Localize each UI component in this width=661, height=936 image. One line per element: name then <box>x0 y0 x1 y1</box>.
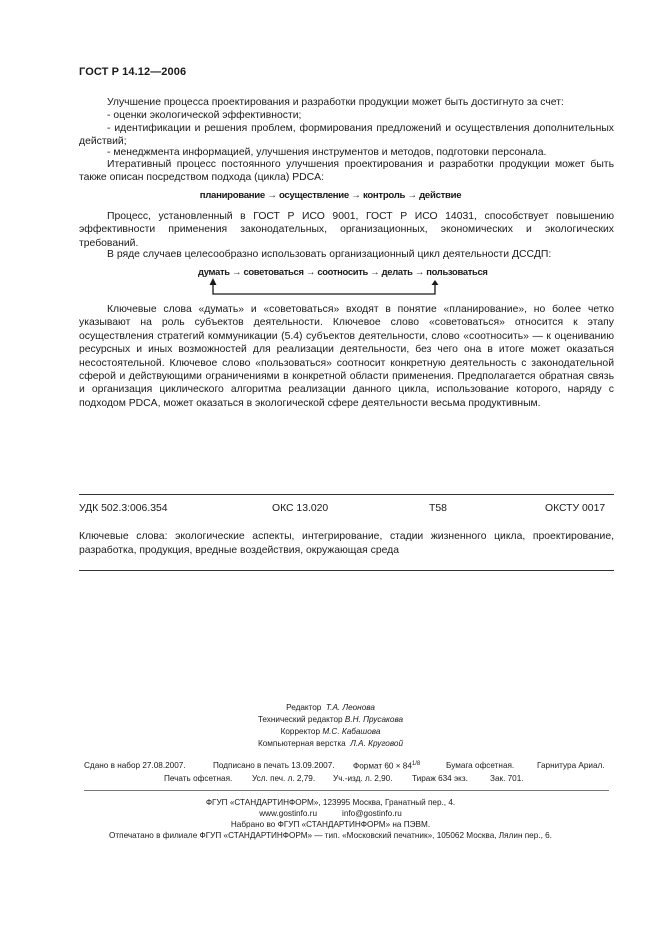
pdca-step-3: контроль <box>362 190 406 201</box>
divider-imprint <box>84 790 609 791</box>
oks-code: ОКС 13.020 <box>272 503 329 514</box>
website-link[interactable]: www.gostinfo.ru <box>259 809 317 818</box>
arrow-right-icon: → <box>351 190 361 201</box>
arrow-right-icon: → <box>305 266 316 277</box>
imprint-signed: Подписано в печать 13.09.2007. <box>213 761 335 770</box>
publisher-address: ФГУП «СТАНДАРТИНФОРМ», 123995 Москва, Гранатный пер., 4. <box>205 798 456 807</box>
keywords: Ключевые слова: экологические аспекты, интегрирование, стадии жизненного цикла, проектирование, разработка, продукция, вредные воздействия, окружающая среда <box>79 531 614 556</box>
page-header: ГОСТ Р 14.12—2006 <box>79 66 187 78</box>
divider-bottom <box>79 570 614 571</box>
divider-top <box>79 494 614 495</box>
imprint-sheets: Усл. печ. л. 2,79. <box>252 774 316 783</box>
paragraph-intro: Улучшение процесса проектирования и разработки продукции может быть достигнуто за счет: <box>107 97 564 108</box>
dssdp-step-5: пользоваться <box>426 266 488 277</box>
pdca-step-1: планирование <box>199 190 265 201</box>
pdca-step-2: осуществление <box>278 190 349 201</box>
imprint-pub-sheets: Уч.-изд. л. 2,90. <box>333 774 393 783</box>
tech-editor-line: Технический редактор В.Н. Прусакова <box>257 715 404 724</box>
imprint-print: Печать офсетная. <box>164 774 233 783</box>
pdca-step-4: действие <box>419 190 462 201</box>
paragraph-keywords-explained: Ключевые слова «думать» и «советоваться» входят в понятие «планирование», но более четко указывают на роль субъектов деятельности. Ключевое слово «советоваться» относится к этапу осуществления стратегий коммуникации (5.4) субъектов деятельности, слово «соотносить» — к оцениванию ресурсных и иных возможностей для реализации деятельности, без чего она в итоге может оказаться несостоятельной. Ключевое слово «пользоваться» соотносит конкретную деятельность с законодательной сферой и действующими ограничениями в конкретной области применения. Предполагается обратная связь и организация циклического алгоритма реализации данного цикла, использование которого, наряду с подходом PDCA, может оказаться в экологической сфере деятельности весьма продуктивным. <box>79 304 614 409</box>
dssdp-step-4: делать <box>381 266 413 277</box>
imprint-order: Зак. 701. <box>490 774 524 783</box>
imprint-format: Формат $60 \times 84^{1/8}$ <box>353 761 421 771</box>
feedback-loop-arrow <box>0 0 661 310</box>
corrector-line: Корректор М.С. Кабашова <box>280 727 381 736</box>
imprint-run: Тираж 634 экз. <box>412 774 468 783</box>
list-item-problems: - идентификации и решения проблем, формирования предложений и осуществления дополнительных действий; <box>79 123 614 148</box>
dssdp-step-1: думать <box>198 266 230 277</box>
imprint-paper: Бумага офсетная. <box>446 761 515 770</box>
publisher-contacts <box>0 808 661 819</box>
udk-code: УДК 502.3:006.354 <box>79 503 168 514</box>
arrow-right-icon: → <box>370 266 380 277</box>
layout-line: Компьютерная верстка Л.А. Круговой <box>257 739 404 748</box>
imprint-font: Гарнитура Ариал. <box>537 761 605 770</box>
email-link[interactable]: info@gostinfo.ru <box>342 809 402 818</box>
arrow-right-icon: → <box>414 266 424 277</box>
arrow-right-icon: → <box>232 266 242 277</box>
okstu-code: ОКСТУ 0017 <box>545 503 606 514</box>
printer-note: Отпечатано в филиале ФГУП «СТАНДАРТИНФОРМ» — тип. «Московский печатник», 105062 Москва, Лялин пер., 6. <box>109 831 552 840</box>
arrow-right-icon: → <box>267 190 277 201</box>
dssdp-step-2: советоваться <box>243 266 304 277</box>
list-item-eco: - оценки экологической эффективности; <box>107 110 302 121</box>
paragraph-dssdp: В ряде случаев целесообразно использовать организационный цикл деятельности ДССДП: <box>107 249 552 260</box>
paragraph-process: Процесс, установленный в ГОСТ Р ИСО 9001, ГОСТ Р ИСО 14031, способствует повышению эффективности применения законодательных, организационных, экономических и экологических требований. <box>79 211 614 249</box>
paragraph-pdca: Итеративный процесс постоянного улучшения проектирования и разработки продукции может быть также описан посредством подхода (цикла) PDCA: <box>79 159 614 184</box>
arrow-right-icon: → <box>407 190 417 201</box>
editor-line: Редактор Т.А. Леонова <box>286 703 375 712</box>
list-item-management: - менеджмента информацией, улучшения инструментов и методов, подготовки персонала. <box>107 147 547 158</box>
imprint-typeset: Сдано в набор 27.08.2007. <box>84 761 186 770</box>
t-code: Т58 <box>429 503 447 514</box>
typeset-note: Набрано во ФГУП «СТАНДАРТИНФОРМ» на ПЭВМ. <box>230 820 431 829</box>
dssdp-step-3: соотносить <box>317 266 368 277</box>
